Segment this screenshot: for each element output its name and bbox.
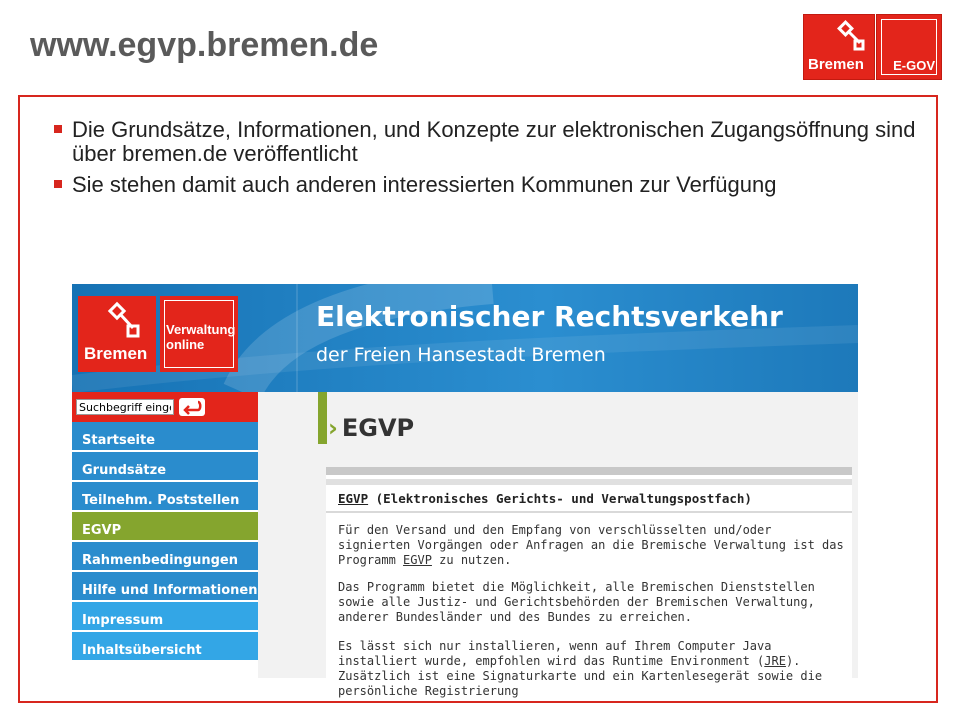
- site-search-bar: [72, 392, 258, 422]
- site-nav-startseite[interactable]: Startseite: [72, 422, 258, 452]
- bullet-item: [50, 118, 920, 166]
- chevron-right-icon: ›: [328, 414, 338, 442]
- site-logo-online-label: Verwaltung online: [166, 322, 236, 352]
- site-nav-impressum[interactable]: Impressum: [72, 602, 258, 632]
- site-paragraph-2: Das Programm bietet die Möglichkeit, alle Bremischen Dienststellen sowie alle Justiz- und Gerichtsbehörden der Bremischen Verwaltung, anderer Bundesländer und des Bundes zu erreichen.: [338, 580, 815, 624]
- site-content-box: [326, 467, 852, 698]
- site-nav-rahmenbedingungen[interactable]: Rahmenbedingungen: [72, 542, 258, 572]
- site-banner-title: Elektronischer Rechtsverkehr: [316, 300, 783, 333]
- site-search-button[interactable]: [179, 398, 205, 416]
- site-page-heading-text: EGVP: [341, 414, 415, 442]
- site-main-content: [258, 392, 858, 698]
- logo-bremen-label: Bremen: [808, 56, 864, 73]
- site-banner: [72, 284, 858, 392]
- site-nav: [72, 422, 258, 662]
- site-nav-grundsaetze[interactable]: Grundsätze: [72, 452, 258, 482]
- site-nav-egvp[interactable]: EGVP: [72, 512, 258, 542]
- site-nav-hilfe-informationen[interactable]: Hilfe und Informationen: [72, 572, 258, 602]
- return-arrow-icon: [182, 400, 202, 414]
- paragraph-text: zu nutzen.: [431, 553, 512, 567]
- site-logo-verwaltung-online[interactable]: [160, 296, 238, 372]
- egvp-abbr-link[interactable]: EGVP: [338, 491, 369, 506]
- bullet-item: [50, 173, 920, 197]
- bullet-list: [50, 118, 920, 204]
- site-search-input[interactable]: [76, 399, 174, 415]
- site-nav-teilnehm-poststellen[interactable]: Teilnehm. Poststellen: [72, 482, 258, 512]
- site-nav-inhaltsuebersicht[interactable]: Inhaltsübersicht: [72, 632, 258, 662]
- slide-title: www.egvp.bremen.de: [30, 26, 379, 64]
- bullet-text: Sie stehen damit auch anderen interessierten Kommunen zur Verfügung: [72, 172, 777, 197]
- site-logo-bremen-label: Bremen: [84, 344, 148, 363]
- site-banner-subtitle: der Freien Hansestadt Bremen: [316, 344, 606, 366]
- website-screenshot: [72, 284, 858, 698]
- paragraph-text: Es lässt sich nur installieren, wenn auf Ihrem Computer Java installiert wurde, empfohlen wird das Runtime Environment (: [338, 639, 772, 668]
- jre-link[interactable]: JRE: [764, 654, 786, 668]
- bremen-key-icon: [108, 302, 142, 342]
- site-page-heading: [328, 414, 414, 458]
- logo-egov-box: [876, 14, 942, 80]
- heading-accent-bar: [318, 392, 327, 444]
- paragraph-text: Für den Versand und den Empfang von verschlüsselten und/oder signierten Vorgängen oder Anfragen an die Bremische Verwaltung ist das Programm: [338, 523, 844, 567]
- site-paragraph-3: [338, 639, 848, 699]
- site-logo-bremen[interactable]: [78, 296, 156, 372]
- site-box-heading: [338, 491, 752, 506]
- site-paragraph-1: [338, 523, 848, 568]
- logo-bremen-box: [803, 14, 875, 80]
- bullet-text: Die Grundsätze, Informationen, und Konzepte zur elektronischen Zugangsöffnung sind über bremen.de veröffentlicht: [72, 117, 916, 166]
- site-box-heading-rest: (Elektronisches Gerichts- und Verwaltungspostfach): [368, 491, 752, 506]
- paragraph-text: ). Zusätzlich ist eine Signaturkarte und ein Kartenlesegerät sowie die persönliche Registrierung: [338, 654, 823, 698]
- logo-egov-label: E-GOV: [893, 58, 935, 73]
- egvp-link[interactable]: EGVP: [403, 553, 432, 567]
- bremen-key-icon: [838, 21, 868, 55]
- bremen-egov-logo: [803, 14, 941, 80]
- bullet-square-icon: [54, 180, 62, 188]
- bullet-square-icon: [54, 125, 62, 133]
